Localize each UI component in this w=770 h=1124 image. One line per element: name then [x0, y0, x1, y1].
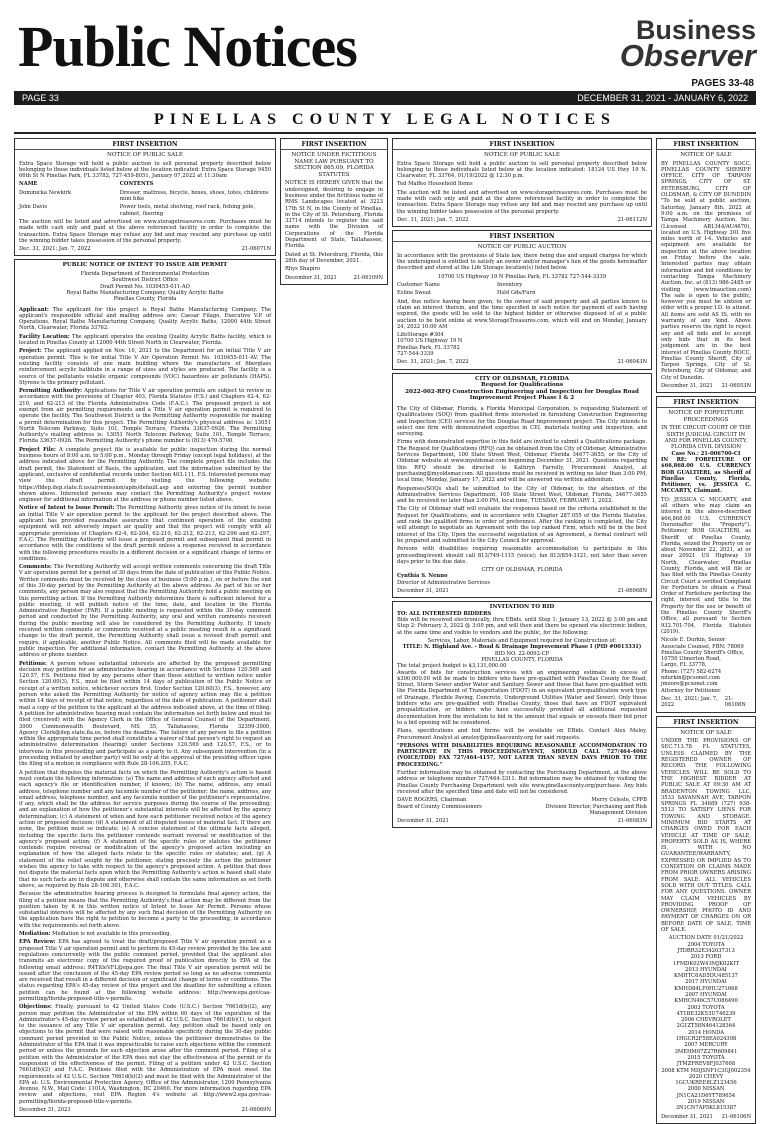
notice-title: INVITATION TO BID: [489, 604, 555, 611]
header-inventory: Inventory: [497, 282, 523, 289]
signature-line: Division Director, Purchasing and Risk Management Division: [545, 803, 647, 816]
list-item: 2003 TOYOTA 4T1BE32K53U746239: [676, 1004, 736, 1017]
page-range: PAGES 33-48: [691, 78, 754, 89]
page-number: PAGE 33: [22, 93, 59, 103]
paragraph-text: The Permitting Authority will accept written comments concerning the draft Title V air operation permit for a period of 30 days from the date of publication of this Public Notice. Written comments must be received by the close of business (5:00 p.m.), on or before the end of this 30-day period by the Permitting Authority at the above address. As part of his or her comments, any person may also request that the Permitting Authority hold a public meeting on this permitting action. If the Permitting Authority determines there is sufficient interest for a public meeting, it will publish notice of the time, date, and location in the Florida Administrative Register (FAR). If a public meeting is requested within the 30-day comment period and conducted by the Permitting Authority, any oral and written comments received during the public meeting will also be considered by the Permitting Authority. If timely received written comments or comments received at a public meeting result in a significant change to the draft permit, the Permitting Authority shall issue a revised draft permit and require, if applicable, another Public Notice. All comments filed will be made available for public inspection. For additional information, contact the Permitting Authority at the above address or phone number.: [19, 564, 271, 659]
notice-code: 21-06108N: [724, 695, 746, 709]
paragraph-text: A person whose substantial interests are affected by the proposed permitting decision may petition for an administrative hearing in accordance with Sections 120.569 and 120.57, F.S. Petitions filed by any persons other than those entitled to written notice under Section 120.60(3), F.S., must be filed within 14 days of publication of the Public Notice or receipt of a written notice, whichever occurs first. Under Section 120.60(3), F.S., however, any person who asked the Permitting Authority for notice of agency action may file a petition within 14 days of receipt of that notice, regardless of the date of publication. A petitioner shall mail a copy of the petition to the applicant at the address indicated above, at the time of filing. A petition for administrative hearing must contain the information set forth below and must be filed (received) with the Agency Clerk in the Office of General Counsel of the Department, 3900 Commonwealth Boulevard, MS 35, Tallahassee, Florida 32399-3000, Agency_Clerk@dep.state.fla.us, before the deadline. The failure of any person to file a petition within the appropriate time period shall constitute a waiver of that person's right to request an administrative determination (hearing) under Sections 120.569 and 120.57, F.S., or to intervene in this proceeding and participate as a party to it. Any subsequent intervention (in a proceeding initiated by another party) will be only at the approval of the presiding officer upon the filing of a motion in compliance with Rule 28-106.205, F.A.C.: [19, 660, 271, 768]
subtitle: Southwest District Office: [111, 277, 179, 284]
paragraph-label: Objections:: [19, 1004, 52, 1011]
notice-body: TO: JESSICA C. MCCARTY, and all others who may claim an interest in the above-described $66,868.00 U.S. CURRENCY (hereinafter the "Property"). Petitioner, BOB GUALTIERI, as Sheriff of Pinellas County, Florida, seized the Property on or about November 22, 2021, at or near 20921 US Highway 19 North, Clearwater, Pinellas County, Florida, and will file or has filed with the Pinellas County Circuit Court a verified Complaint for Forfeiture to obtain a Final Order of Forfeiture perfecting the right, interest and title to the Property for the use or benefit of the Pinellas County Sheriff's Office, all pursuant to Section 932.701-704, Florida Statutes (2019).: [661, 496, 751, 635]
publication-dates: December 31, 2021: [661, 1113, 713, 1120]
notice-public-sale-2: [392, 138, 652, 227]
subtitle: 2022-002-RFQ Construction Engineering and Inspection for Douglas Road Improvement Project Phase I & 2: [405, 388, 639, 402]
paragraph: [19, 939, 271, 1002]
notice-body-2: And, due notice having been given, to the owner of said property and all parties known to claim an interest therein, and the time specified in such notice for payment of such having expired, the goods will be sold to the highest bidder or otherwise disposed of at a public auction to be held online at www.StorageTreasures.com, which will end on Monday, January 24, 2022 10:00 AM: [397, 298, 647, 330]
paragraph: [19, 447, 271, 504]
paragraph-text: A complete project file is available for public inspection during the normal business hours of 8:00 a.m. to 5:00 p.m., Monday through Friday (except legal holidays), at the address indicated above for the Permitting Authority. The complete project file includes the draft permit, the Statement of Basis, the application, and the information submitted by the applicant, exclusive of confidential records under Section 403.111, F.S. Interested persons may view the draft permit by visiting the following website: https://fldep.dep.state.fl.us/air/emission/apds/default.asp and entering the permit number shown above. Interested persons may contact the Permitting Authority's project review engineer for additional information at the address or phone number listed above.: [19, 446, 271, 504]
sale-table-header: [19, 181, 271, 187]
signature-line: LifeStorage #304: [397, 332, 444, 339]
subtitle: Florida Department of Environmental Protection: [80, 271, 210, 278]
signature-left: [397, 797, 482, 816]
notice-fictitious-name: [280, 138, 388, 285]
signer-name: Cynthia S. Nenno: [397, 573, 448, 580]
subtitle: Royal Bathe Manufacturing Company, Quality Acrylic Baths: [66, 289, 224, 296]
notice-public-auction: [392, 230, 652, 369]
publication-dates: December 31, 2021: [397, 588, 449, 594]
notice-title: NOTICE OF PUBLIC SALE: [107, 152, 183, 158]
publication-dates: December 31, 2021: [661, 382, 713, 389]
notice-code: 21-06043N: [617, 359, 647, 366]
paragraph-text: EPA has agreed to treat the draft/proposed Title V air operation permit as a proposed Title V air operation permit and to perform its 45-day review provided by the law and regulations concurrently with the public comment period, provided that the applicant also transmits an electronic copy of the required proof of publication directly to EPA at the following email address: R4TitleVFL@epa.gov. The final Title V air operation permit will be issued after the conclusion of the 45-day EPA review period so long as no adverse comments are received that result in a different decision or significant change of terms or conditions. The status regarding EPA's 45-day review of this project and the deadline for submitting a citizen petition can be found at the following website address: http://www.epa.gov/caa-permitting/florida-proposed-title-v-permits.: [19, 939, 272, 1002]
notice-title: NOTICE OF PUBLIC SALE: [484, 152, 560, 158]
sale-row: Ted Maffeo Household Items: [397, 181, 473, 188]
paragraph: A petition that disputes the material facts on which the Permitting Authority's action is based must contain the following information: (a) The name and address of each agency affected and each agency's file or identification number, if known; (b) The name, address, any email address, telephone number and any facsimile number of the petitioner; the name, address, any email address, telephone number, and any facsimile number of the petitioner's representative, if any, which shall be the address for service purposes during the course of the proceeding; and an explanation of how the petitioner's substantial interests will be affected by the agency determination; (c) A statement of when and how each petitioner received notice of the agency action or proposed decision; (d) A statement of all disputed issues of material fact. If there are none, the petition must so indicate; (e) A concise statement of the ultimate facts alleged, including the specific facts the petitioner contends warrant reversal or modification of the agency's proposed action; (f) A statement of the specific rules or statutes the petitioner contends require reversal or modification of the agency's proposed action including an explanation of how the alleged facts relate to the specific rules or statutes; and, (g) A statement of the relief sought by the petitioner, stating precisely the action the petitioner wishes the agency to take with respect to the agency's proposed action. A petition that does not dispute the material facts upon which the Permitting Authority's action is based shall state that no such facts are in dispute and otherwise shall contain the same information as set forth above, as required by Rule 28-106.301, F.A.C.: [19, 769, 271, 889]
notice-body: UNDER THE PROVISIONS OF SEC.713.78 FL STATUTES, UNLESS CLAIMED BY THE REGISTERED OWNER OF RECORD. THE FOLLOWING VEHICLES WILL BE SOLD TO THE HIGHEST BIDDER AT PUBLIC SALE AT 09:30 AM AT BRADENTON TOWING LLC, 3533 SAVANNAH AVE, TARPON SPRINGS FL 34689 (727) 938-5513 TO SATISFY LIENS FOR TOWING AND STORAGE. MINIMUM BID STARTS AT CHARGES OWED FOR EACH VEHICLE AT TIME OF SALE, PROPERTY SOLD AS IS, WHERE IS, WITH NO GUARANTEE/WARRANTY, EXPRESSED OR IMPLIED AS TO CONDITION OR CLAIMS MADE FROM PRIOR OWNERS ARISING FROM SALE. ALL VEHICLES SOLD WITH OUT TITLES. CALL FOR ANY QUESTIONS. OWNER MAY CLAIM VEHICLES BY PROVIDING PROOF OF OWNERSHIP, PHOTO ID AND PAYMENT OF CHARGES ON OR BEFORE DATE OF SALE, TIME OF SALE.: [661, 738, 751, 934]
header-customer: Customer Name: [397, 282, 440, 289]
subtitle: Draft Permit No. 1030455-011-AO: [100, 283, 190, 290]
table-row: [19, 190, 271, 203]
notice-body-2: The auction will be listed and advertised on www.storagetreasures.com. Purchases must be made with cash only and paid at the above referenced facility in order to complete the transaction. Extra Space Storage may refuse any bid and may rescind any purchase up until the winning bidder takes possession of the personal property.: [19, 218, 271, 244]
row-contents: Power tools, metal shelving, roof rack, fishing pole, cabinet, flooring: [119, 204, 256, 217]
paragraph-label: Applicant:: [19, 306, 49, 313]
paragraph: Because the administrative hearing process is designed to formulate final agency action, the filing of a petition means that the Permitting Authority's final action may be different from the position taken by it in this written notice of Intent to Issue Air Permit. Persons whose substantial interests will be affected by any such final decision of the Permitting Authority on the application have the right to petition to become a party to the proceeding, in accordance with the requirements set forth above.: [19, 891, 271, 929]
paragraph-label: Project File:: [19, 446, 56, 453]
notice-body: In accordance with the provisions of State law, there being due and unpaid charges for which the undersigned is entitled to satisfy an owner and/or manager's lien of the goods hereinafter described and stored at the Life Storage location(s) listed below.: [397, 252, 647, 272]
list-item: 2007 MERCURY: [684, 1042, 728, 1049]
notice-code: 21-06083N: [617, 818, 647, 825]
signer-role: Director of Administrative Services: [397, 579, 490, 586]
column-2: [280, 138, 388, 378]
notice-footer: [661, 383, 751, 389]
paragraph: [19, 661, 271, 768]
column-1: [14, 138, 276, 1114]
signature-line: Board of County Commissioners: [397, 803, 482, 810]
paragraph: [19, 388, 271, 445]
list-item: KMHTC6AD5DU485137: [674, 973, 738, 980]
signature-line: Largo, FL 33778,: [661, 662, 707, 669]
paragraph: Further information may be obtained by contacting the Purchasing Department, at the above address or telephone number 727/464-3311. Bid information may be obtained by visiting the Pinellas County Purchasing Department web site www.pinellascounty.org/purchase. Any bids received after the specified time and date will not be considered.: [397, 770, 647, 795]
county-name: PINELLAS COUNTY, FLORIDA: [481, 656, 563, 663]
paragraph: The City of Oldsmar, Florida, a Florida Municipal Corporation, is requesting Statement of Qualifications (SOQ) from qualified firms interested in furnishing Construction Engineering and Inspection (CEI) services for the Douglas Road Improvement project. The City intends to select one firm with demonstrated expertise in CEI, materials testing and inspection, and surveying.: [397, 405, 647, 438]
notice-title: NOTICE OF FORFEITURE PROCEEDINGS: [668, 410, 744, 423]
bid-title: TITLE: N. Highland Ave. - Road & Drainage Improvement Phase I (PID #0013331): [402, 644, 642, 651]
list-item: 2004 TOYOTA JTDBR32E342037313: [677, 941, 735, 954]
notice-title: NOTICE UNDER FICTITIOUS NAME LAW PURSUANT TO SECTION 865.09, FLORIDA STATUTES: [291, 152, 377, 178]
paragraph-text: Finally, pursuant to 42 United States Code (U.S.C.) Section 7661d(b)(2), any person may petition the Administrator of the EPA within 60 days of the expiration of the Administrator's 45-day review period as established at 42 U.S.C. Section 7661d(b)(1), to object to the issuance of any Title V air operation permit. Any petition shall be based only on objections to the permit that were raised with reasonable specificity during the 30-day public comment period provided in the Public Notice, unless the petitioner demonstrates to the Administrator of the EPA that it was impracticable to raise such objections within the comment period or unless the grounds for such objection arose after the comment period. Filing of a petition with the Administrator of the EPA does not stay the effectiveness of the permit or its suspension of the effectiveness of the permit. Filing of a petition under 42 U.S.C. Section 7661d(b)(2) and F.A.C. Petitions filed with the Administration of EPA must meet the requirements of 42 U.S.C. Section 7661d(b)(2) and must be filed with the Administrator of the EPA at: U.S. Environmental Protection Agency, Office of the Administrator, 1200 Pennsylvania Avenue, N.W., Mail Code: 1101A, Washington, DC 20460. For more information regarding EPA review and objections, visit EPA Region 4's website at http://www2.epa.gov/caa-permitting/florida-proposed-title-v-permits.: [19, 1004, 271, 1105]
row-name: John Davis: [19, 204, 48, 211]
notice-title: NOTICE OF PUBLIC AUCTION: [477, 244, 567, 251]
issue-dates: DECEMBER 31, 2021 - JANUARY 6, 2022: [577, 93, 748, 103]
notice-body: BY PINELLAS COUNTY SOCC, PINELLAS COUNTY SHERIFF OFFICE, CITY OF TARPON SPRINGS, CITY OF ST. PETERSBURG, CITY OF OLDSMAR, & CITY OF DUNEDIN "To be sold at public auction, Saturday, January 8th, 2022 at 9:00 a.m. on the premises of Tampa Machinery Auction, Inc. (Licensed AB1344/AU4670), located on U.S. Highway 301 five miles north of I-4. Vehicles and equipment are available for inspection at the above location on Friday before the sale. Interested parties may obtain information and bid conditions by contacting Tampa Machinery Auction, Inc. at (813) 986-2485 or visiting (www.tmauction.com) The sale is open to the public, however you must be sixteen or older with a proper I.D. to attend. All items are sold AS IS, with no warranty of any kind. Above parties reserve the right to reject any and all bids and to accept only bids that in its best judgement are in the best interest of Pinellas County BOCC, Pinellas County Sheriff, City of Tarpon Springs, City of St. Petersburg, City of Oldsmar, and City of Dunedin.: [661, 160, 751, 381]
list-item: KMHD84LF0HU271668: [674, 985, 738, 992]
insertion-label: FIRST INSERTION: [15, 141, 275, 150]
notice-body-2: The auction will be listed and advertised on www.storagetreasures.com. Purchases must be made with cash only and paid at the above referenced facility in order to complete the transaction. Extra Space Storage may refuse any bid and may rescind any purchase up until the winning bidder takes possession of the personal property.: [397, 189, 647, 215]
row-customer: Esline Sweat: [397, 290, 432, 297]
paragraph-text: The applicant operates the existing Quality Acrylic Baths facility, which is located in Pinellas County at 12000 44th Street North in Clearwater, Florida.: [19, 333, 272, 347]
notice-body-2: Dated at St. Petersburg, Florida, this 28th day of December, 2021.: [285, 251, 383, 264]
auction-table-header: [397, 282, 647, 288]
paragraph: [19, 505, 271, 562]
paragraph: "PERSONS WITH DISABILITIES REQUIRING REASONABLE ACCOMMODATION TO PARTICIPATE IN THIS PROCEEDING/EVENT, SHOULD CALL 727/464-4062 (VOICE/TDD) FAX 727/464-4157, NOT LATER THAN SEVEN DAYS PRIOR TO THE PROCEEDING.": [397, 742, 647, 768]
signature-line: 10750 Ulmerton Road,: [661, 656, 721, 663]
paragraph-label: Facility Location:: [19, 333, 70, 340]
case-caption: IN RE: FORFEITURE OF $66,868.00 U.S. CURRENCY BOB GUALTIERI, as Sheriff of Pinellas County, Florida, Petitioner, vs. JESSICA C. MCCARTY, Claimant.: [661, 456, 751, 495]
notice-title: NOTICE OF SALE: [680, 152, 732, 158]
paragraph: Bids will be received electronically, thru EBids, until Step 1: January 13, 2022 @ 3:00 pm and Step 2: February 3, 2022 @ 3:00 pm, and will then and there be opened via electronic bidbox, at the same time and visible to vendors and the public, for the following:: [397, 617, 647, 636]
list-item: 2013 HYUNDAI: [685, 966, 727, 973]
paragraph: Plans, specifications and bid forms will be available on EBids. Contact Alex Meloy, Procurement Analyst at ameloy@pinellascounty.org for said requests.: [397, 728, 647, 741]
publication-dates: Dec. 31, 2021; Jan. 7, 2022: [661, 695, 718, 709]
list-item: 2019 NISSAN 3N1CN7AP5KL815387: [675, 1099, 737, 1112]
list-item: 2007 HYUNDAI: [685, 992, 727, 998]
paragraph: Persons with disabilities requiring reasonable accommodation to participate in this proceeding/event should call 813/749-1115 (voice); fax 813/854-3121, not later than seven days prior to the due date.: [397, 546, 647, 565]
notice-forfeiture: [656, 396, 756, 712]
list-item: 2008 KTM MDJSNF1C3GJ002354: [661, 1067, 751, 1074]
list-item: 2013 FORD 1FMDK02W43MJK02KIT: [672, 954, 740, 967]
notice-title: PUBLIC NOTICE OF INTENT TO ISSUE AIR PERMIT: [62, 262, 228, 269]
paragraph: [19, 334, 271, 347]
paragraph-text: Mediation is not available in this proceeding.: [52, 931, 172, 938]
publication-dates: December 31, 2021: [285, 274, 337, 281]
paragraph: Responses/SOQs shall be submitted to the City of Oldsmar, to the attention of the Administrative Services Department, 100 State Street West, Oldsmar, Florida, 34677-3655 and be received no later than 2:00 PM, local time, TUESDAY, FEBRUARY 1, 2022.: [397, 485, 647, 505]
paragraph: [19, 564, 271, 658]
paragraph: [19, 307, 271, 332]
signature-line: Pinellas Park, FL 33782: [397, 344, 460, 351]
notice-oldsmar-rfq: [392, 373, 652, 599]
notice-title: CITY OF OLDSMAR, FLORIDA: [475, 375, 569, 382]
signature-line: Attorney for Petitioner: [661, 687, 721, 694]
column-3: [392, 138, 652, 1018]
list-item: 3MEHM07Z27R609841: [674, 1048, 738, 1055]
row-inventory: Hsld Gds/Furn: [497, 290, 536, 297]
publication-dates: Dec. 31, 2021; Jan. 7, 2022: [19, 246, 91, 253]
insertion-label: FIRST INSERTION: [393, 233, 651, 242]
auction-date: AUCTION DATE 01/21/2022: [668, 935, 744, 942]
notice-code: 21-06069N: [241, 1107, 271, 1114]
city-name: CITY OF OLDSMAR, FLORIDA: [481, 567, 563, 574]
list-item: 2020 CHEVY 1GCUKREE8LZ123456: [675, 1073, 737, 1087]
publication-dates: Dec. 31, 2021; Jan. 7, 2022: [397, 359, 469, 366]
notice-footer: [661, 696, 751, 709]
notice-footer: [397, 359, 647, 365]
insertion-label: FIRST INSERTION: [393, 141, 651, 150]
notice-code: 21-06068N: [617, 588, 647, 594]
case-number: Case No.: 21-006700-CI: [671, 450, 741, 457]
notice-footer: [285, 275, 383, 281]
notice-footer: [661, 1114, 751, 1120]
insertion-label: FIRST INSERTION: [657, 719, 755, 728]
signature-line: Phone: (727) 582-6274: [661, 668, 722, 675]
column-4: [656, 138, 756, 1120]
notice-public-sale-1: [14, 138, 276, 256]
paragraph: [19, 1004, 271, 1105]
list-item: KMHCN46C57U086490: [674, 998, 738, 1005]
publication-dates: December 31, 2021: [19, 1107, 71, 1114]
row-name: Dominicka Newkirk: [19, 189, 72, 196]
notice-code: 21-06071N: [241, 246, 271, 253]
signature-line: 727-544-3339: [397, 351, 434, 358]
signature-line: ndurkin@pcsonet.com: [661, 675, 720, 682]
services-line: Services, Labor, Materials and Equipment required for Construction of:: [427, 638, 617, 645]
subtitle: Request for Qualifications: [480, 382, 564, 389]
publication-dates: Dec. 31, 2021; Jan. 7, 2022: [397, 216, 469, 223]
list-item: 2014 HONDA 1HGCR2F58EA024398: [675, 1029, 737, 1043]
section-heading: PINELLAS COUNTY LEGAL NOTICES: [14, 108, 756, 134]
paragraph-label: Comments:: [19, 564, 52, 571]
notice-sale-towing: [656, 716, 756, 1124]
bid-recipients: TO: ALL INTERESTED BIDDERS: [397, 610, 492, 617]
paragraph-label: Mediation:: [19, 931, 51, 938]
paragraph: Awards of bids for construction services with an engineering estimate in excess of $300,000.00 will be made to bidders who have pre-qualified with Pinellas County for Road, Street, Storm Sewer and/or Water and Sanitary Sewer and those that have pre-qualified with the Florida Department of Transportation (FDOT) in an equivalent prequalification work type of Drainage, Flexible Paving, Concrete, Underground Utilities (Water and Sewer). Only those bidders who are pre-qualified with Pinellas County, those that have an FDOT equivalent prequalification, or bidders who have successfully provided all additional requested documentation from the invitation to bid in the amount that equals or exceeds their bid prior to a bid opening will be considered.: [397, 669, 647, 726]
logo-line1: Business: [635, 15, 756, 45]
insertion-label: FIRST INSERTION: [281, 141, 387, 150]
signature-line: DAVE ROGERS, Chairman: [397, 797, 467, 804]
list-item: 2000 NISSAN JN1CA21D6YT789654: [676, 1086, 736, 1099]
project-budget: The total project budget is $3,131,000.00: [397, 663, 507, 670]
paragraph-label: Permitting Authority:: [19, 388, 83, 395]
notice-code: 21-06109N: [353, 274, 383, 281]
paragraph-label: Project:: [19, 348, 42, 355]
logo-line2: Observer: [619, 38, 756, 73]
subtitle: Pinellas County, Florida: [113, 296, 177, 303]
paragraph-text: Applications for Title V air operation permits are subject to review in accordance with the provisions of Chapter 403, Florida Statutes (F.S.) and Chapters 62-4, 62-210, and 62-213 of the Florida Administrative Code (F.A.C.). The proposed project is not exempt from air permitting requirements and a Title V air operation permit is required to operate the facility. The Southwest District is the Permitting Authority responsible for making a permit determination for this project. The Permitting Authority's physical address is: 13051 North Telecom Parkway, Suite 101, Temple Terrace, Florida 33637-0926. The Permitting Authority's mailing address is: 13051 North Telecom Parkway, Suite 101, Temple Terrace, Florida 33637-0926. The Permitting Authority's phone number is (813) 470-5700.: [19, 388, 271, 445]
notice-footer: [397, 217, 647, 223]
signature-right: [510, 797, 648, 816]
notice-body: Extra Space Storage will hold a public auction to sell personal property described below belonging to those individuals listed below at the location indicated: 18124 US Hwy 19 N. Clearwater, FL 33764, 01/19/2022 @ 12:30 p.m.: [397, 160, 647, 180]
publication-dates: December 31, 2021: [397, 818, 449, 825]
paragraph: The City of Oldsmar staff will evaluate the responses based on the criteria established in the Request for Qualifications, and in accordance with Chapter 287.055 of the Florida Statutes, and rank the qualified firms in order of preference. After the ranking is completed, the City will attempt to negotiate an Agreement with the top ranked Firm, which will be in the best interest of the City. Upon the successful negotiation of an Agreement, a formal contract will be prepared and submitted to the City Council for approval.: [397, 506, 647, 544]
notice-title: NOTICE OF SALE: [680, 729, 732, 736]
signature-line: jmoore@pcsonet.com: [661, 681, 718, 688]
insertion-label: FIRST INSERTION: [657, 399, 755, 408]
signature-line: Pinellas County Sheriff's Office,: [661, 649, 745, 656]
header-name: NAME: [19, 181, 38, 188]
notice-footer: [19, 1107, 271, 1113]
paragraph: Firms with demonstrated expertise in this field are invited to submit a Qualifications package. The Request for Qualifications (RFQ) can be obtained from the City of Oldsmar, Administrative Services Department, 100 State Street West, Oldsmar, Florida 34677-3655; or the City of Oldsmar website at www.myoldsmar.com beginning December 31, 2021. Questions regarding this RFQ should be directed to Kathryn Farrelly, Procurement Analyst, at purchasing@myoldsmar.com. All questions must be received in writing no later than 3:00 PM, local time, Monday, January 17, 2022 and will be answered via written addendum.: [397, 439, 647, 484]
paragraph-text: The applicant for this project is Royal Bathe Manufacturing Company. The applicant's responsible official and mailing address are: Caesar Filago, Executive V.P. of Operations, Royal Bathe Manufacturing Company, Quality Acrylic Baths, 12000 44th Street North, Clearwater, Florida 33762.: [19, 306, 271, 332]
notice-body: NOTICE IS HEREBY GIVEN that the undersigned, desiring to engage in business under the fictitious name of RMS Landscapes located at 3223 17th St N, in the County of Pinellas, in the City of St. Petersburg, Florida 33714 intends to register the said name with the Division of Corporations of the Florida Department of State, Tallahassee, Florida.: [285, 180, 383, 250]
business-observer-logo: [619, 15, 756, 73]
notice-code: 21-06112N: [617, 216, 647, 223]
paragraph-label: Notice of Intent to Issue Permit:: [19, 505, 115, 512]
table-row: [19, 204, 271, 217]
notice-invitation-to-bid: [392, 601, 652, 828]
paragraph-label: EPA Review:: [19, 939, 56, 946]
insertion-label: FIRST INSERTION: [657, 141, 755, 150]
signature-block: [397, 797, 647, 816]
table-row: [397, 290, 647, 296]
masthead: [0, 0, 770, 100]
list-item: 2017 HYUNDAI: [685, 979, 727, 986]
notice-code: 21-06106N: [721, 1113, 751, 1120]
list-item: 2006 CHEVROLET 2G1ZT58N464128364: [676, 1017, 736, 1030]
paragraph: [19, 931, 271, 937]
notice-code: 21-06053N: [721, 382, 751, 389]
paragraph: [19, 348, 271, 386]
signature-line: Merry Celeste, CPPB: [591, 797, 647, 804]
signature-line: 10700 US Highway 19 N: [397, 338, 463, 345]
signer-name: Rhys Shapiro: [285, 266, 321, 273]
notice-body: Extra Space Storage will hold a public auction to sell personal property described below belonging to those individuals listed below at the location indicated: Extra Space Storage 9450 66th St N Pinellas Park, FL 33782, 727-459-8051, January 07,2022 at 11:30am: [19, 160, 271, 180]
court-name: IN THE CIRCUIT COURT OF THE SIXTH JUDICIAL CIRCUIT IN AND FOR PINELLAS COUNTY, FLORIDA CIVIL DIVISION: [661, 425, 751, 451]
notice-footer: [397, 588, 647, 594]
storage-address: 10700 US Highway 19 N Pinellas Park, FL 33782 727-544-3339: [437, 273, 607, 280]
row-contents: Dresser, mattress, bicycle, boxes, shoes, totes, childrens mini bike: [119, 189, 269, 203]
notice-footer: [397, 818, 647, 824]
notice-sale-vehicles-auction: [656, 138, 756, 393]
bid-number: BID NO. 22-0092-CP: [494, 650, 550, 657]
masthead-title: Public Notices: [18, 14, 357, 79]
paragraph-text: The applicant applied on Nov. 10, 2021 to the Department for an initial Title V air operation permit. This is for initial Title V Air Operation Permit No. 1030455-011-AV. The existing facility consists of one main building where the manufacture of fiberglass reinforcement acrylic bathtubs in a range of sizes and styles are produced. The facility is a source of the pollutants volatile organic compounds (VOC) hazardous air pollutants (HAPS). Styrene is the primary pollutant.: [19, 348, 271, 386]
paragraph-label: Petitions:: [19, 660, 47, 667]
notice-air-permit: [14, 259, 276, 1117]
header-contents: CONTENTS: [119, 181, 154, 188]
list-item: 2015 TOYOTA JTMZFREV8FJ037608: [676, 1054, 736, 1068]
date-bar: [14, 91, 756, 105]
paragraph-text: The Permitting Authority gives notice of its intent to issue an initial Title V air operation permit to the applicant for the project described above. The applicant has provided reasonable assurance that continued operation of the existing equipment will not adversely impact air quality and that the project will comply with all appropriate provisions of Chapters 62-4, 62-204, 62-210, 62-212, 62-213, 62-296 and 62-297, F.A.C. The Permitting Authority will issue a proposed permit and subsequent final permit in accordance with the conditions of the draft permit unless a response received in accordance with the following procedures results in a different decision or a significant change of terms or conditions.: [19, 505, 271, 562]
signature-line: Nicole E. Durkin, Senior Associate Counsel, FBN: 78069: [661, 637, 744, 650]
notice-footer: [19, 246, 271, 252]
